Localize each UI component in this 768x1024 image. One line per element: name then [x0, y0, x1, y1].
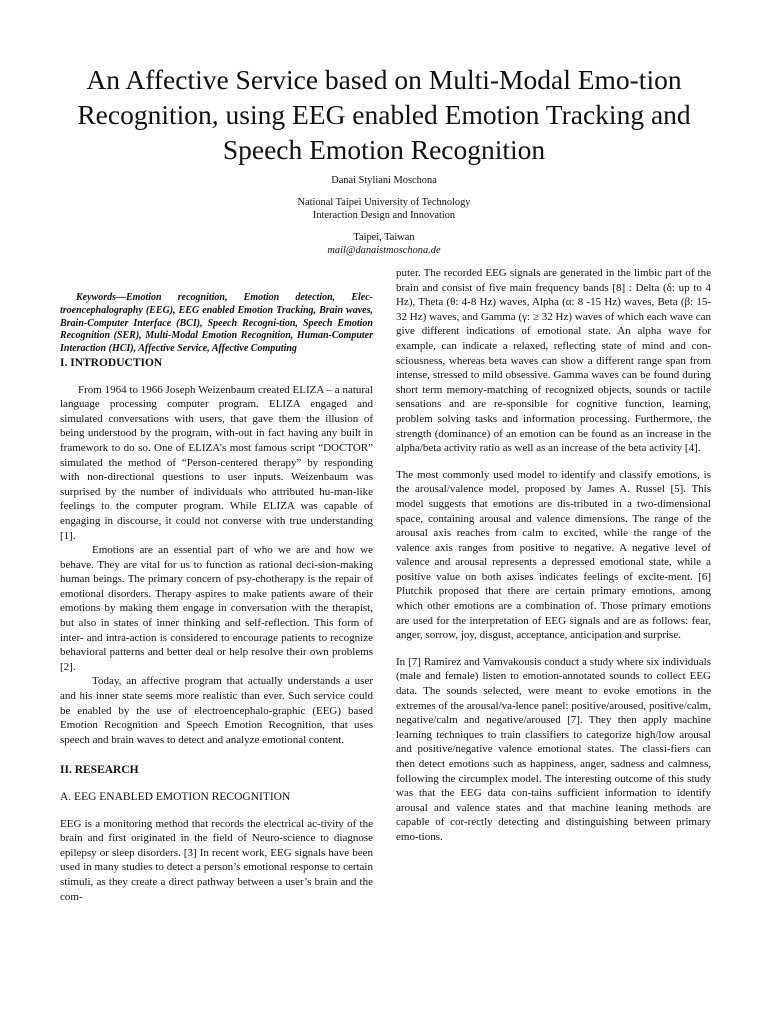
author-name: Danai Styliani Moschona	[331, 175, 437, 186]
author-affiliation-university: National Taipei University of Technology	[297, 196, 471, 208]
paper-title: An Affective Service based on Multi-Modal Emo-tion Recognition, using EEG enabled Emotion Tracking and Speech Emotion Recognition	[77, 64, 691, 165]
section-heading-research: II. RESEARCH	[60, 764, 139, 777]
eeg-paragraph-1: EEG is a monitoring method that records the electrical ac-tivity of the brain and first originated in the field of Neuro-science to diagnose epilepsy or sleep disorders. [3] In recent work, EEG signals have been used in many studies to detect a person’s emotional response to certain stimuli, as they create a direct pathway between a user’s brain and the com-	[60, 817, 373, 903]
left-column	[60, 292, 373, 904]
section-heading-introduction: I. INTRODUCTION	[60, 356, 163, 369]
author-email: mail@danaistmoschona.de	[327, 245, 441, 257]
eeg-paragraph-1-continued: puter. The recorded EEG signals are generated in the limbic part of the brain and consist of five main frequency bands [8] : Delta (δ: up to 4 Hz), Theta (θ: 4-8 Hz) waves, Alpha (α: 8 -15 Hz) waves, Beta (β: 15-32 Hz) waves, and Gamma (γ: ≥ 32 Hz) waves of which each wave can give different indications of emotional state. An alpha wave for example, can indicate a relaxed, reflecting state of mind and con-sciousness, whereas beta waves can show a different range span from intense, stressed to mild obsessive. Gamma waves can be found during short term memory-matching of recognized objects, sounds or tactile sensations and are re-sponsible for cognitive function, learning, problem solving tasks and information processing. Furthermore, the strength (dominance) of an emotion can be found as an increase in the alpha/beta activity ratio as well as an increase of the beta activity [4].	[396, 267, 711, 455]
keywords: Keywords—Emotion recognition, Emotion detection, Elec-troencephalography (EEG), EEG enabled Emotion Tracking, Brain waves, Brain-Computer Interface (BCI), Speech Recogni-tion, Speech Emotion Recognition (SER), Multi-Modal Emotion Recognition, Human-Computer Interaction (HCI), Affective Service, Affective Computing	[60, 292, 373, 355]
right-column	[396, 266, 711, 845]
eeg-paragraph-2: The most commonly used model to identify and classify emotions, is the arousal/valence model, proposed by James A. Russel [5]. This model suggests that emotions are dis-tributed in a two-dimensional space, containing arousal and valence dimensions. The range of the arousal axis reaches from calm to excited, while the range of the valence axis ranges from positive to negative. A negative level of valence and arousal represents a depressed emotional state, while a positive value on both axises indicates feelings of excite-ment. [6] Plutchik proposed that there are certain primary emotions, among which other emotions are a combination of. Those primary emotions are used for the interpretation of EEG signals and are as follows: fear, anger, sorrow, joy, disgust, acceptance, anticipation and surprise.	[396, 468, 711, 642]
intro-paragraph-3: Today, an affective program that actually understands a user and his inner state seems more realistic than ever. Such service could be enabled by the use of electroencephalo-graphic (EEG) based Emotion Recognition and Speech Emotion Recognition, that uses speech and brain waves to detect and analyze emotional content.	[60, 675, 373, 746]
author-affiliation-department: Interaction Design and Innovation	[312, 210, 456, 222]
eeg-paragraph-3: In [7] Ramirez and Vamvakousis conduct a study where six individuals (male and female) listen to emotion-annotated sounds to collect EEG data. The sounds selected, were meant to evoke emotions in the extremes of the arousal/va-lence panel: positive/aroused, positive/calm, negative/calm and negative/aroused [7]. They then apply machine learning techniques to train classifiers to categorize high/low arousal and positive/negative valence emotional states. The classi-fiers can then detect emotions such as happiness, anger, sadness and calmness, following the circumplex model. The interesting outcome of this study was that the EEG data con-tains sufficient information to identify arousal and valence states and that machine leaning methods are capable of cor-rectly detecting and distinguishing between primary emo-tions.	[396, 655, 711, 843]
intro-paragraph-1: From 1964 to 1966 Joseph Weizenbaum created ELIZA – a natural language processing computer program. ELIZA engaged and simulated conversations with users, that gave them the illusion of being understood by the program, with-out in fact having any built in framework to do so. One of ELIZA’s most famous script “DOCTOR” simulated the method of “Person-centered therapy” by responding with non-directional questions to user inputs. Weizenbaum was surprised by the number of individuals who attributed hu-man-like feelings to the computer program. While ELIZA was capable of engaging in discourse, it could not converse with true understanding [1].	[60, 383, 373, 542]
subsection-heading-eeg: A. EEG ENABLED EMOTION RECOGNITION	[60, 791, 291, 804]
author-location: Taipei, Taiwan	[353, 231, 415, 243]
intro-paragraph-2: Emotions are an essential part of who we are and how we behave. They are vital for us to function as rational deci-sion-making human beings. The primary concern of psy-chotherapy is the repair of emotional disorders. Therapy aspires to make patients aware of their emotions by making them engage in conversation with the therapist, but also in states of inner thinking and self-reflection. This form of inter- and intra-action is considered to encourage patients to recognize behavioral patterns and better deal or help resolve their own problems [2].	[60, 544, 373, 673]
author-block	[184, 174, 584, 258]
